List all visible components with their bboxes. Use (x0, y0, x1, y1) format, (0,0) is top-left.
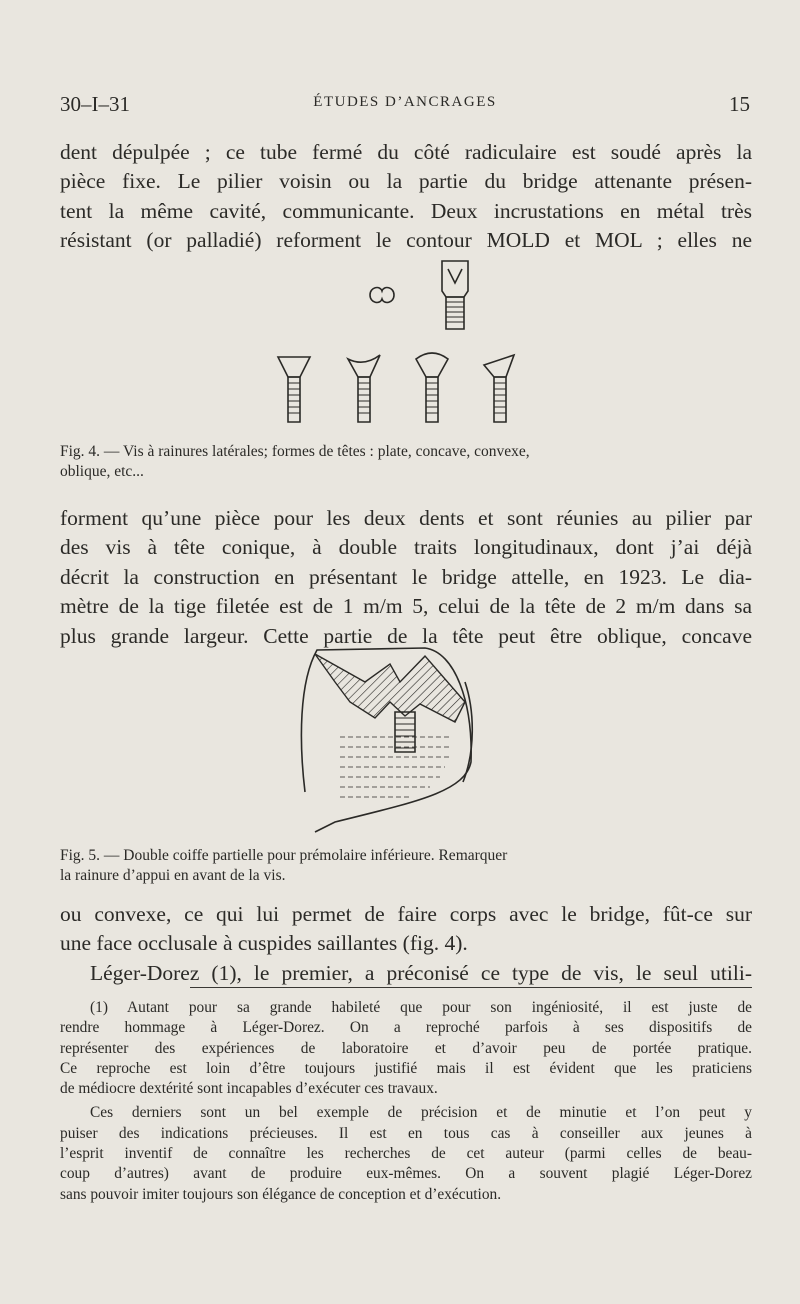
text-line: ou convexe, ce qui lui permet de faire corps avec le bridge, fût-ce sur (60, 902, 752, 926)
paragraph-2 (60, 504, 752, 651)
footnote (60, 998, 752, 1205)
text-line: résistant (or palladié) reforment le contour MOLD et MOL ; elles ne (60, 228, 752, 253)
caption-line: Fig. 4. — Vis à rainures latérales; formes de têtes : plate, concave, convexe, (60, 443, 530, 460)
text-line: pièce fixe. Le pilier voisin ou la partie du bridge attenante présen- (60, 169, 752, 194)
caption-line: la rainure d’appui en avant de la vis. (60, 867, 286, 884)
text-line: tent la même cavité, communicante. Deux incrustations en métal très (60, 198, 752, 223)
text-line: une face occlusale à cuspides saillantes (fig. 4). (60, 931, 468, 956)
running-header (60, 92, 750, 120)
footnote-line: puiser des indications précieuses. Il est en tous cas à conseiller aux jeunes à (60, 1124, 752, 1142)
text-line: décrit la construction en présentant le bridge attelle, en 1923. Le dia- (60, 564, 752, 589)
screw-head-top-view (370, 288, 394, 303)
page-number: 15 (729, 92, 750, 116)
screw-flat-head (278, 357, 310, 422)
footnote-line: Ce reproche est loin d’être toujours justifié mais il est évident que les praticiens (60, 1059, 752, 1077)
figure-5-caption (60, 846, 752, 886)
screw-concave-head (348, 355, 380, 422)
header-chapter: 30–I–31 (60, 92, 130, 116)
footnote-line: (1) Autant pour sa grande habileté que pour son ingéniosité, il est juste de (90, 999, 752, 1016)
text-line: plus grande largeur. Cette partie de la tête peut être oblique, concave (60, 623, 752, 648)
screw-oblique-head (484, 355, 514, 422)
footnote-line: de médiocre dextérité sont incapables d’exécuter ces travaux. (60, 1080, 438, 1098)
footnote-rule (190, 987, 752, 988)
footnote-line: coup d’autres) avant de produire eux-mêmes. On a souvent plagié Léger-Dorez (60, 1165, 752, 1183)
footnote-line: Ces derniers sont un bel exemple de précision et de minutie et l’on peut y (90, 1104, 752, 1122)
caption-line: oblique, etc... (60, 463, 144, 480)
caption-line: Fig. 5. — Double coiffe partielle pour prémolaire inférieure. Remarquer (60, 847, 508, 864)
figure-5-double-cap (295, 642, 485, 842)
screw-tall (442, 261, 468, 329)
figure-4-screws (270, 255, 530, 435)
text-line: mètre de la tige filetée est de 1 m/m 5, celui de la tête de 2 m/m dans sa (60, 594, 752, 619)
screw-convex-head (416, 353, 448, 422)
text-line: des vis à tête conique, à double traits longitudinaux, dont j’ai déjà (60, 535, 752, 560)
footnote-line: l’esprit inventif de connaître les recherches de cet auteur (parmi celles de beau- (60, 1145, 752, 1163)
footnote-line: sans pouvoir imiter toujours son élégance de conception et d’exécution. (60, 1185, 502, 1203)
text-line: forment qu’une pièce pour les deux dents et sont réunies au pilier par (60, 506, 752, 530)
footnote-line: rendre hommage à Léger-Dorez. On a reproché parfois à ses dispositifs de (60, 1019, 752, 1037)
text-line: dent dépulpée ; ce tube fermé du côté radiculaire est soudé après la (60, 140, 752, 164)
text-line: Léger-Dorez (1), le premier, a préconisé ce type de vis, le seul utili- (90, 960, 752, 985)
paragraph-1 (60, 138, 752, 256)
paragraph-3 (60, 900, 752, 988)
footnote-line: représenter des expériences de laboratoire et d’avoir peu de portée pratique. (60, 1039, 752, 1057)
figure-4-caption (60, 442, 752, 482)
header-title: ÉTUDES D’ANCRAGES (313, 94, 497, 110)
